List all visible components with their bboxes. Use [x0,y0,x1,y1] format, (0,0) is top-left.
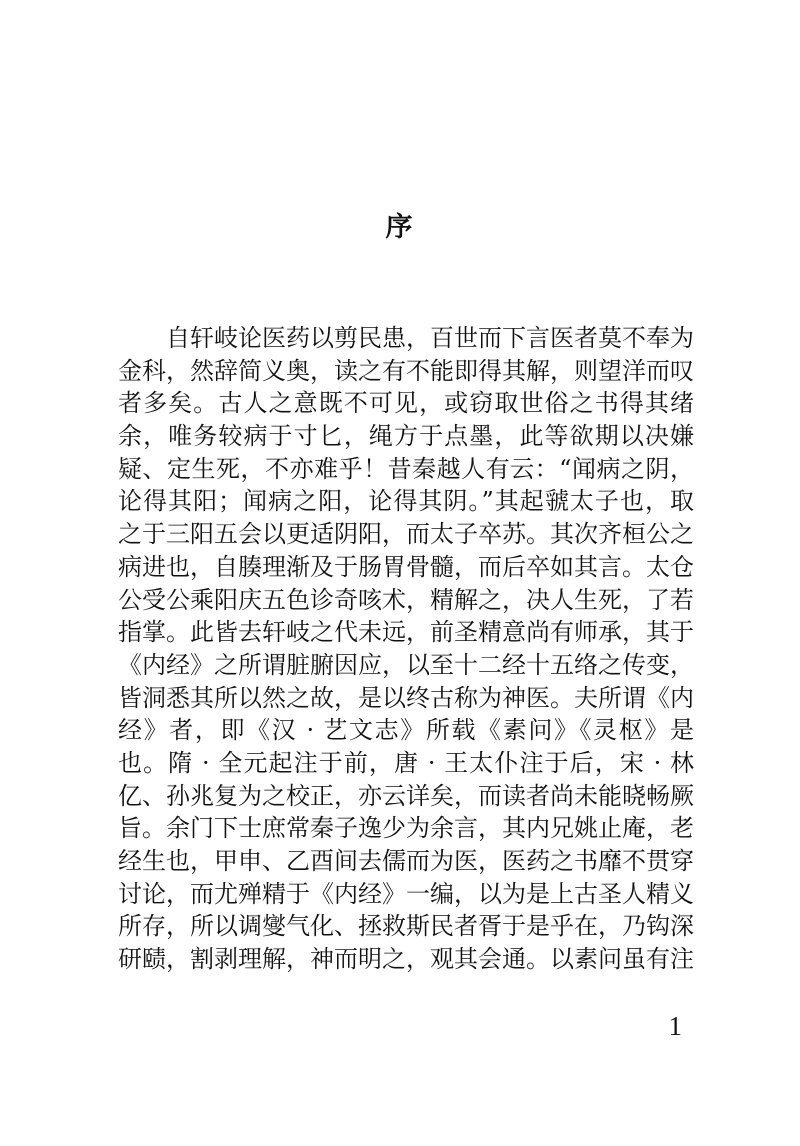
preface-body [118,322,694,976]
text-line-2: 金科，然辞简义奥，读之有不能即得其解，则望洋而叹 [118,356,694,385]
text-line-7: 之于三阳五会以更适阴阳，而太子卒苏。其次齐桓公之 [118,520,694,549]
text-line-6: 论得其阳；闻病之阳，论得其阴。”其起虢太子也，取 [118,487,694,516]
text-line-10: 指掌。此皆去轩岐之代未远，前圣精意尚有师承，其于 [118,618,694,647]
text-line-11: 《内经》之所谓脏腑因应，以至十二经十五络之传变， [118,650,694,679]
text-line-3: 者多矣。古人之意既不可见，或窃取世俗之书得其绪 [118,389,694,418]
text-line-19: 所存，所以调燮气化、拯救斯民者胥于是乎在，乃钩深 [118,912,694,941]
text-line-9: 公受公乘阳庆五色诊奇咳术，精解之，决人生死，了若 [118,585,694,614]
page-title: 序 [385,212,415,243]
text-line-13: 经》者，即《汉 · 艺文志》所载《素问》《灵枢》是 [118,716,694,745]
text-line-15: 亿、孙兆复为之校正，亦云详矣，而读者尚未能晓畅厥 [118,781,694,810]
text-line-12: 皆洞悉其所以然之故，是以终古称为神医。夫所谓《内 [118,683,694,712]
text-line-20: 研赜，割剥理解，神而明之，观其会通。以素问虽有注 [118,945,694,974]
text-line-4: 余，唯务较病于寸匕，绳方于点墨，此等欲期以决嫌 [118,422,694,451]
text-line-16: 旨。余门下士庶常秦子逸少为余言，其内兄姚止庵，老 [118,814,694,843]
text-line-14: 也。隋 · 全元起注于前，唐 · 王太仆注于后，宋 · 林 [118,748,694,777]
text-line-5: 疑、定生死，不亦难乎！昔秦越人有云：“闻病之阴， [118,454,694,483]
page-number: 1 [668,1011,682,1041]
text-line-1: 自轩岐论医药以剪民患，百世而下言医者莫不奉为 [166,324,694,352]
text-line-17: 经生也，甲申、乙酉间去儒而为医，医药之书靡不贯穿 [118,847,694,875]
text-line-8: 病进也，自腠理渐及于肠胃骨髓，而后卒如其言。太仓 [118,552,694,581]
text-line-18: 讨论，而尤殚精于《内经》一编，以为是上古圣人精义 [118,879,694,908]
